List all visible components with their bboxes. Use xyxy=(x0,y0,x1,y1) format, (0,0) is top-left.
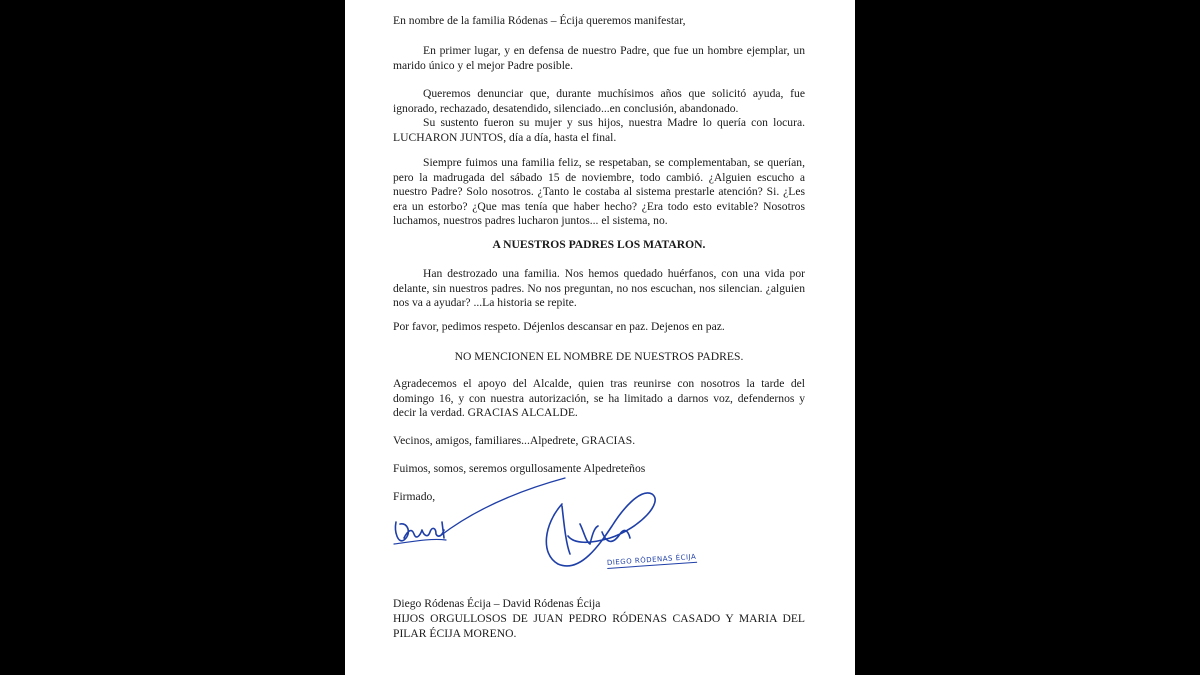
closing-line: HIJOS ORGULLOSOS DE JUAN PEDRO RÓDENAS CASADO Y MARIA DEL PILAR ÉCIJA MORENO. xyxy=(393,612,805,640)
letter-page xyxy=(345,0,855,675)
paragraph-6: Por favor, pedimos respeto. Déjenlos descansar en paz. Dejenos en paz. xyxy=(393,320,725,333)
paragraph-2: Queremos denunciar que, durante muchísimos años que solicitó ayuda, fue ignorado, rechazado, desatendido, silenciado...en conclusión, abandonado. xyxy=(393,87,805,115)
paragraph-7: Agradecemos el apoyo del Alcalde, quien tras reunirse con nosotros la tarde del domingo 16, y con nuestra autorización, se ha limitado a darnos voz, defendernos y decir la verdad. GRACIAS ALCALDE. xyxy=(393,377,805,420)
paragraph-1: En primer lugar, y en defensa de nuestro Padre, que fue un hombre ejemplar, un marido único y el mejor Padre posible. xyxy=(393,44,805,72)
heading-no-mencionen: NO MENCIONEN EL NOMBRE DE NUESTROS PADRES. xyxy=(454,350,744,363)
paragraph-9: Fuimos, somos, seremos orgullosamente Alpedreteños xyxy=(393,462,646,475)
letter-opening: En nombre de la familia Ródenas – Écija queremos manifestar, xyxy=(393,14,686,27)
handwritten-name: DIEGO RÓDENAS ÉCIJA xyxy=(606,552,697,567)
heading-mataron: A NUESTROS PADRES LOS MATARON. xyxy=(492,238,706,251)
paragraph-4: Siempre fuimos una familia feliz, se respetaban, se complementaban, se querían, pero la madrugada del sábado 15 de noviembre, todo cambió. ¿Alguien escucho a nuestro Padre? Solo nosotros. ¿Tanto le costaba al sistema prestarle atención? Si. ¿Les era un estorbo? ¿Que mas tenía que haber hecho? ¿Era todo esto evitable? Nosotros luchamos, nuestros padres lucharon juntos... el sistema, no. xyxy=(393,156,805,228)
signers-names: Diego Ródenas Écija – David Ródenas Écija xyxy=(393,597,601,610)
paragraph-3: Su sustento fueron su mujer y sus hijos, nuestra Madre lo quería con locura. LUCHARON JUNTOS, día a día, hasta el final. xyxy=(393,116,805,144)
paragraph-8: Vecinos, amigos, familiares...Alpedrete, GRACIAS. xyxy=(393,434,636,447)
signed-label: Firmado, xyxy=(393,490,436,503)
paragraph-5: Han destrozado una familia. Nos hemos quedado huérfanos, con una vida por delante, sin nuestros padres. No nos preguntan, no nos escuchan, nos silencian. ¿alguien nos va a ayudar? ...La historia se repite. xyxy=(393,267,805,310)
